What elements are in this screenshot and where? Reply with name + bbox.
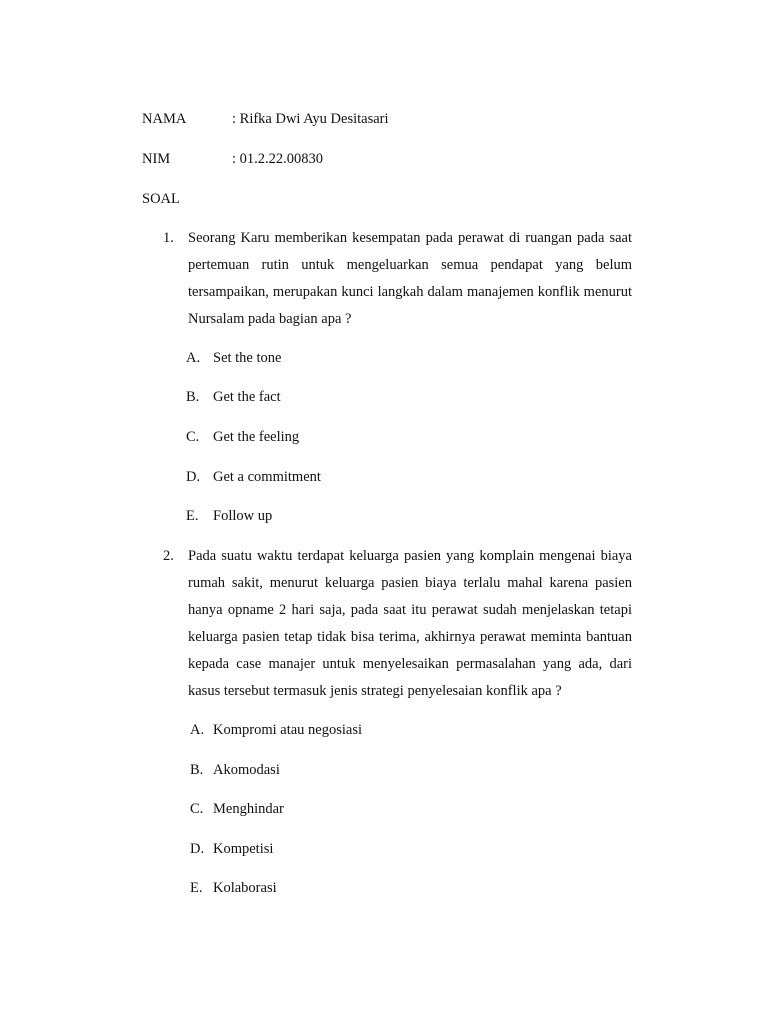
option-letter: C. — [190, 801, 204, 817]
option-item — [186, 387, 281, 407]
option-letter: B. — [186, 389, 200, 405]
option-letter: E. — [186, 508, 199, 524]
option-item — [190, 839, 273, 859]
option-text: Kompetisi — [213, 841, 274, 857]
question-text: Pada suatu waktu terdapat keluarga pasien yang komplain mengenai biaya rumah sakit, menurut keluarga pasien biaya terlalu mahal karena pasien hanya opname 2 hari saja, pada saat itu perawat sudah menjelaskan tetapi keluarga pasien tetap tidak bisa terima, akhirnya perawat meminta bantuan kepada case manajer untuk menyelesaikan permasalahan yang ada, dari kasus tersebut termasuk jenis strategi penyelesaian konflik apa ? — [188, 548, 632, 699]
name-value: : Rifka Dwi Ayu Desitasari — [232, 111, 389, 127]
option-item — [186, 506, 272, 526]
option-item — [186, 467, 321, 487]
option-item — [186, 348, 281, 368]
option-item — [190, 760, 280, 780]
name-label: NAMA — [142, 111, 187, 127]
option-letter: E. — [190, 880, 203, 896]
option-item — [190, 799, 284, 819]
option-letter: B. — [190, 762, 204, 778]
option-text: Follow up — [213, 508, 273, 524]
option-letter: A. — [190, 722, 205, 738]
nim-label: NIM — [142, 151, 171, 167]
option-text: Get a commitment — [213, 469, 321, 485]
option-text: Kolaborasi — [213, 880, 277, 896]
name-row — [142, 109, 389, 129]
option-item — [190, 720, 362, 740]
option-text: Akomodasi — [213, 762, 280, 778]
nim-row — [142, 149, 323, 169]
option-letter: C. — [186, 429, 200, 445]
question-number: 1. — [163, 230, 174, 246]
option-letter: D. — [190, 841, 205, 857]
question-number: 2. — [163, 548, 174, 564]
option-item — [190, 878, 277, 898]
option-text: Get the fact — [213, 389, 281, 405]
option-text: Menghindar — [213, 801, 284, 817]
question-text: Seorang Karu memberikan kesempatan pada perawat di ruangan pada saat pertemuan rutin untuk mengeluarkan semua pendapat yang belum tersampaikan, merupakan kunci langkah dalam manajemen konflik menurut Nursalam pada bagian apa ? — [188, 230, 632, 327]
section-title: SOAL — [142, 191, 180, 207]
option-text: Set the tone — [213, 350, 282, 366]
option-item — [186, 427, 299, 447]
option-text: Get the feeling — [213, 429, 300, 445]
option-letter: D. — [186, 469, 201, 485]
option-letter: A. — [186, 350, 201, 366]
nim-value: : 01.2.22.00830 — [232, 151, 324, 167]
option-text: Kompromi atau negosiasi — [213, 722, 363, 738]
